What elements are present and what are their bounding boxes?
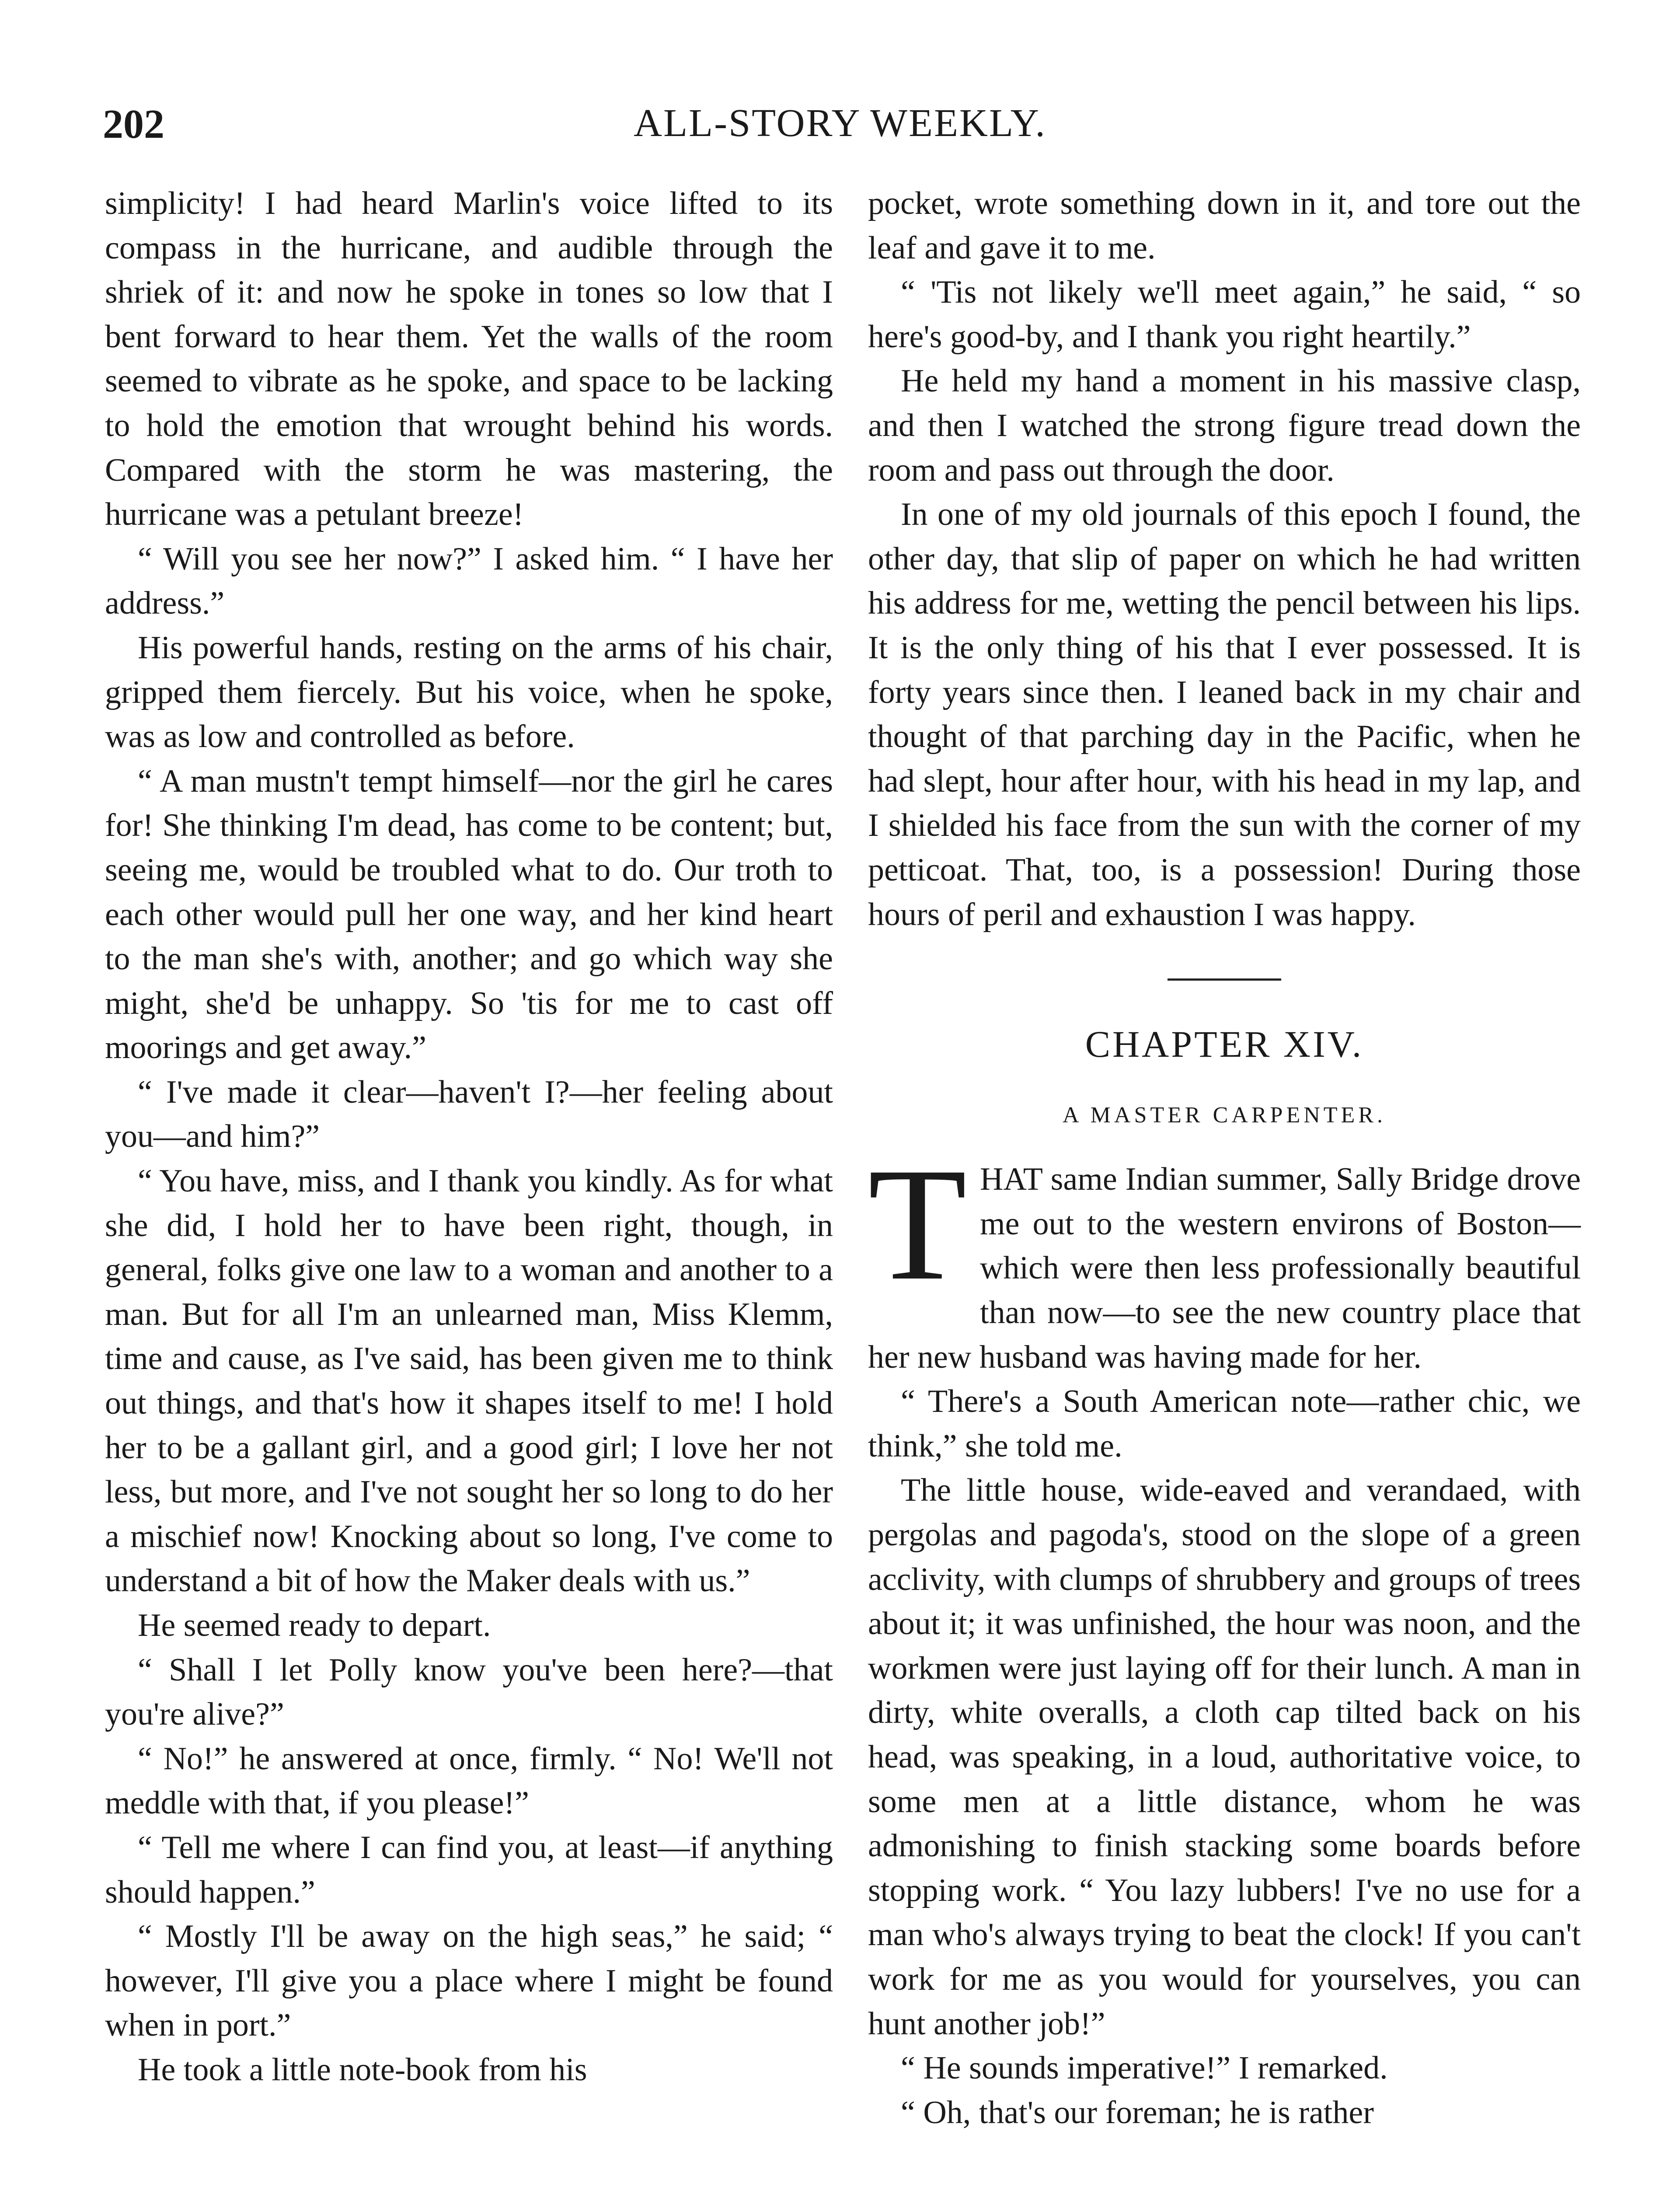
paragraph: His powerful hands, resting on the arms of his chair, gripped them fiercely. But his voice, when he spoke, was as low and controlled as before. bbox=[105, 629, 833, 755]
page-header bbox=[103, 101, 1577, 162]
paragraph: “ I've made it clear—haven't I?—her feeling about you—and him?” bbox=[105, 1074, 833, 1155]
chapter-title: CHAPTER XIV. bbox=[1085, 1023, 1364, 1066]
paragraph: simplicity! I had heard Marlin's voice lifted to its compass in the hurricane, and audible through the shriek of it: and now he spoke in tones so low that I bent forward to hear them. Yet the walls of the room seemed to vibrate as he spoke, and space to be lacking to hold the emotion that wrought behind his words. Compared with the storm he was mastering, the hurricane was a petulant breeze! bbox=[105, 185, 833, 533]
paragraph: “ There's a South American note—rather chic, we think,” she told me. bbox=[868, 1383, 1581, 1464]
paragraph: “ No!” he answered at once, firmly. “ No! We'll not meddle with that, if you please!” bbox=[105, 1740, 833, 1821]
right-column bbox=[868, 182, 1581, 2135]
paragraph: “ Shall I let Polly know you've been here?—that you're alive?” bbox=[105, 1652, 833, 1733]
paragraph: The little house, wide-eaved and verandaed, with pergolas and pagoda's, stood on the slope of a green acclivity, with clumps of shrubbery and groups of trees about it; it was unfinished, the hour was noon, and the workmen were just laying off for their lunch. A man in dirty, white overalls, a cloth cap tilted back on his head, was speaking, in a loud, authoritative voice, to some men at a little distance, whom he was admonishing to finish stacking some boards before stopping work. “ You lazy lubbers! I've no use for a man who's always trying to beat the clock! If you can't work for me as you would for yourselves, you can hunt another job!” bbox=[868, 1472, 1581, 2042]
section-divider bbox=[1168, 978, 1281, 981]
chapter-opening-paragraph bbox=[868, 1135, 1581, 1380]
paragraph: “ A man mustn't tempt himself—nor the girl he cares for! She thinking I'm dead, has come to be content; but, seeing me, would be troubled what to do. Our troth to each other would pull her one way, and her kind heart to the man she's with, another; and go which way she might, she'd be unhappy. So 'tis for me to cast off moorings and get away.” bbox=[105, 763, 833, 1066]
left-column bbox=[105, 182, 833, 2093]
paragraph: “ You have, miss, and I thank you kindly. As for what she did, I hold her to have been right, though, in general, folks give one law to a woman and another to a man. But for all I'm an unlearned man, Miss Klemm, time and cause, as I've said, has been given me to think out things, and that's how it shapes itself to me! I hold her to be a gallant girl, and a good girl; I love her not less, but more, and I've not sought her so long to do her a mischief now! Knocking about so long, I've come to understand a bit of how the Maker deals with us.” bbox=[105, 1163, 833, 1599]
page-number: 202 bbox=[103, 101, 164, 147]
chapter-opening-text: HAT same Indian summer, Sally Bridge drove me out to the western environs of Boston—which were then less professionally beautiful than now—to see the new country place that her new husband was having made for her. bbox=[868, 1161, 1581, 1375]
running-head: ALL-STORY WEEKLY. bbox=[634, 101, 1046, 145]
paragraph: He seemed ready to depart. bbox=[138, 1607, 491, 1643]
paragraph: In one of my old journals of this epoch I found, the other day, that slip of paper on which he had written his address for me, wetting the pencil between his lips. It is the only thing of his that I ever possessed. It is forty years since then. I leaned back in my chair and thought of that parching day in the Pacific, when he had slept, hour after hour, with his head in my lap, and I shielded his face from the sun with the corner of my petticoat. That, too, is a possession! During those hours of peril and exhaustion I was happy. bbox=[868, 496, 1581, 933]
paragraph: He took a little note-book from his bbox=[138, 2051, 587, 2088]
paragraph: He held my hand a moment in his massive clasp, and then I watched the strong figure tread down the room and pass out through the door. bbox=[868, 363, 1581, 488]
paragraph: “ Will you see her now?” I asked him. “ I have her address.” bbox=[105, 541, 833, 622]
drop-cap: T bbox=[868, 1135, 967, 1314]
paragraph: “ He sounds imperative!” I remarked. bbox=[901, 2050, 1388, 2086]
paragraph: “ Mostly I'll be away on the high seas,” he said; “ however, I'll give you a place where I might be found when in port.” bbox=[105, 1918, 833, 2044]
paragraph: pocket, wrote something down in it, and tore out the leaf and gave it to me. bbox=[868, 185, 1581, 266]
paragraph: “ Tell me where I can find you, at least—if anything should happen.” bbox=[105, 1829, 833, 1910]
chapter-subtitle: A MASTER CARPENTER. bbox=[1063, 1102, 1386, 1128]
paragraph: “ Oh, that's our foreman; he is rather bbox=[901, 2094, 1374, 2131]
paragraph: “ 'Tis not likely we'll meet again,” he said, “ so here's good-by, and I thank you right heartily.” bbox=[868, 274, 1581, 355]
